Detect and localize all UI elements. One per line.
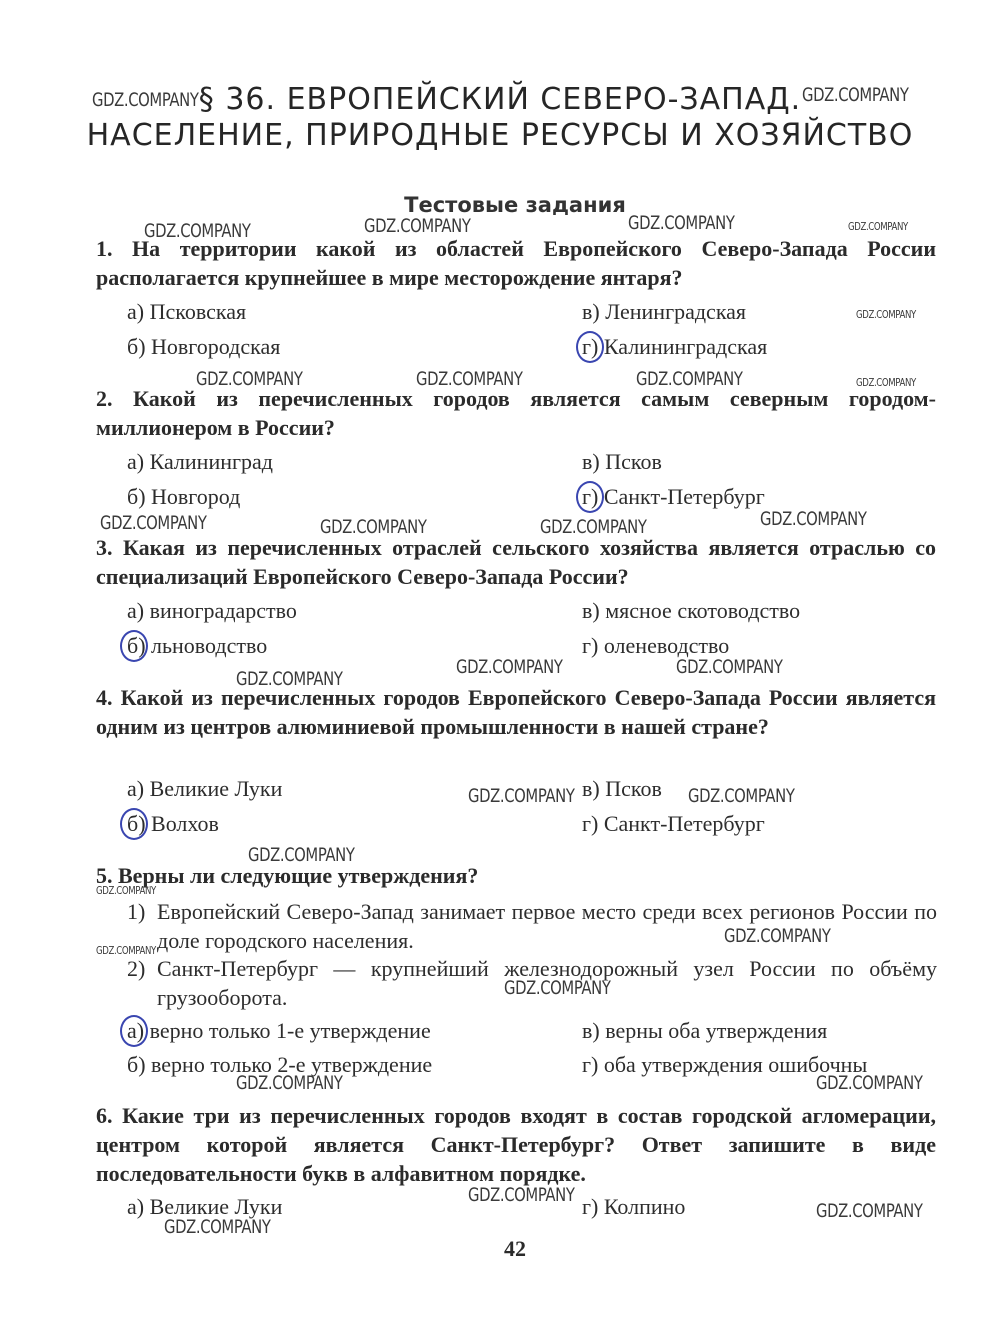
watermark: GDZ.COMPANY [636, 368, 743, 390]
watermark: GDZ.COMPANY [248, 844, 355, 866]
answer-circle-mark [576, 331, 604, 363]
q5-option-b[interactable]: б) верно только 2-е утверждение [127, 1052, 433, 1077]
watermark: GDZ.COMPANY [164, 1216, 271, 1238]
watermark: GDZ.COMPANY [856, 376, 916, 389]
watermark: GDZ.COMPANY [802, 84, 909, 106]
chapter-title-line1: § 36. ЕВРОПЕЙСКИЙ СЕВЕРО-ЗАПАД. [198, 82, 802, 117]
watermark: GDZ.COMPANY [100, 512, 207, 534]
question-number: 3. [96, 535, 113, 560]
question-text: Какие три из перечисленных городов входят в состав городской агломерации, центром которой является Санкт-Петербург? Ответ запишите в виде последовательности букв в алфавитном порядке. [96, 1103, 936, 1186]
q5-option-a[interactable]: а) верно только 1-е утверждение [127, 1018, 431, 1043]
question-2 [96, 384, 936, 442]
q3-option-a[interactable]: а) виноградарство [127, 598, 297, 623]
answer-circle-mark [576, 481, 604, 513]
answer-circle-mark [120, 808, 148, 840]
watermark: GDZ.COMPANY [456, 656, 563, 678]
q3-option-g[interactable]: г) оленеводство [582, 633, 730, 658]
watermark: GDZ.COMPANY [848, 220, 908, 233]
question-text: Какой из перечисленных городов является самым северным городом-миллионером в России? [96, 386, 936, 440]
q5-option-g[interactable]: г) оба утверждения ошибочны [582, 1052, 868, 1077]
watermark: GDZ.COMPANY [144, 220, 251, 242]
q4-option-v[interactable]: в) Псков [582, 776, 662, 801]
question-6 [96, 1101, 936, 1188]
statement-number: 1) [127, 899, 146, 924]
question-1 [96, 234, 936, 292]
q3-option-v[interactable]: в) мясное скотоводство [582, 598, 801, 623]
watermark: GDZ.COMPANY [96, 944, 156, 957]
question-text: Какая из перечисленных отраслей сельского хозяйства является отраслью со специализаций Европейского Северо-Запада России? [96, 535, 937, 589]
question-4 [96, 683, 936, 741]
watermark: GDZ.COMPANY [416, 368, 523, 390]
statement-number: 2) [127, 956, 146, 981]
watermark: GDZ.COMPANY [628, 212, 735, 234]
q4-option-a[interactable]: а) Великие Луки [127, 776, 283, 801]
watermark: GDZ.COMPANY [504, 977, 611, 999]
answer-circle-mark [120, 1015, 148, 1047]
watermark: GDZ.COMPANY [196, 368, 303, 390]
question-text: Какой из перечисленных городов Европейского Северо-Запада России является одним из центров алюминиевой промышленности в нашей стране? [96, 685, 936, 739]
q1-option-a[interactable]: а) Псковская [127, 299, 247, 324]
question-number: 4. [96, 685, 113, 710]
watermark: GDZ.COMPANY [236, 668, 343, 690]
watermark: GDZ.COMPANY [468, 1184, 575, 1206]
q2-option-g[interactable]: г) Санкт-Петербург [582, 484, 765, 509]
question-text: Верны ли следующие утверждения? [118, 863, 479, 888]
q1-option-g[interactable]: г) Калининградская [582, 334, 768, 359]
q5-option-v[interactable]: в) верны оба утверждения [582, 1018, 828, 1043]
q2-option-a[interactable]: а) Калининград [127, 449, 273, 474]
question-number: 2. [96, 386, 113, 411]
question-number: 6. [96, 1103, 113, 1128]
watermark: GDZ.COMPANY [468, 785, 575, 807]
question-number: 1. [96, 236, 113, 261]
question-text: На территории какой из областей Европейского Северо-Запада России располагается крупнейшее в мире месторождение янтаря? [96, 236, 937, 290]
watermark: GDZ.COMPANY [96, 884, 156, 897]
chapter-title-line2: НАСЕЛЕНИЕ, ПРИРОДНЫЕ РЕСУРСЫ И ХОЗЯЙСТВО [86, 118, 914, 153]
statement-text: Европейский Северо-Запад занимает первое место среди всех регионов России по доле городского населения. [157, 899, 937, 953]
question-5 [96, 861, 936, 890]
question-3 [96, 533, 936, 591]
q6-option-a[interactable]: а) Великие Луки [127, 1194, 283, 1219]
watermark: GDZ.COMPANY [676, 656, 783, 678]
q2-option-b[interactable]: б) Новгород [127, 484, 241, 509]
watermark: GDZ.COMPANY [540, 516, 647, 538]
watermark: GDZ.COMPANY [760, 508, 867, 530]
watermark: GDZ.COMPANY [816, 1072, 923, 1094]
statement-text: Санкт-Петербург — крупнейший железнодорожный узел России по объёму грузооборота. [157, 956, 937, 1010]
watermark: GDZ.COMPANY [856, 308, 916, 321]
answer-circle-mark [120, 630, 148, 662]
q3-option-b[interactable]: б) льноводство [127, 633, 268, 658]
q1-option-v[interactable]: в) Ленинградская [582, 299, 747, 324]
q4-option-g[interactable]: г) Санкт-Петербург [582, 811, 765, 836]
watermark: GDZ.COMPANY [816, 1200, 923, 1222]
q6-option-g[interactable]: г) Колпино [582, 1194, 686, 1219]
watermark: GDZ.COMPANY [724, 925, 831, 947]
watermark: GDZ.COMPANY [92, 89, 199, 111]
page-number: 42 [504, 1236, 526, 1261]
q4-option-b[interactable]: б) Волхов [127, 811, 219, 836]
watermark: GDZ.COMPANY [364, 215, 471, 237]
watermark: GDZ.COMPANY [236, 1072, 343, 1094]
watermark: GDZ.COMPANY [320, 516, 427, 538]
section-subtitle: Тестовые задания [404, 193, 626, 217]
watermark: GDZ.COMPANY [688, 785, 795, 807]
q2-option-v[interactable]: в) Псков [582, 449, 662, 474]
question-number: 5. [96, 863, 113, 888]
q1-option-b[interactable]: б) Новгородская [127, 334, 281, 359]
